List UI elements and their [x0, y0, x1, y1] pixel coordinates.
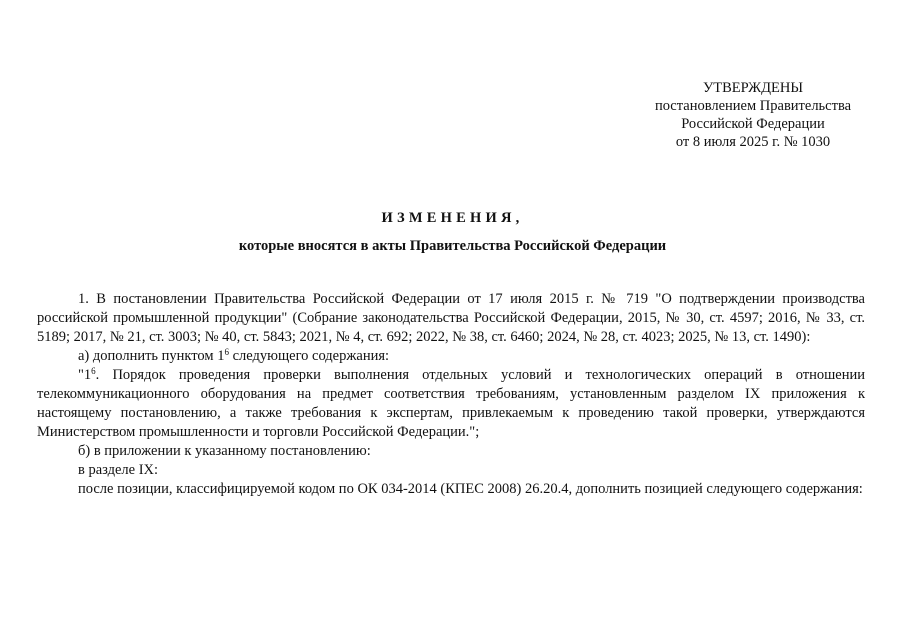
paragraph-6: после позиции, классифицируемой кодом по ОК 034-2014 (КПЕС 2008) 26.20.4, дополнить позицией следующего содержания:: [78, 481, 863, 497]
paragraph-3: [37, 366, 865, 442]
paragraph-2: [37, 347, 865, 366]
document-subtitle: которые вносятся в акты Правительства Российской Федерации: [238, 238, 667, 254]
paragraph-2-text-start: а) дополнить пунктом 1: [78, 348, 225, 364]
paragraph-1: 1. В постановлении Правительства Российской Федерации от 17 июля 2015 г. № 719 "О подтверждении производства российской промышленной продукции" (Собрание законодательства Российской Федерации, 2015, № 30, ст. 4597; 2016, № 33, ст. 5189; 2017, № 21, ст. 3003; № 40, ст. 5843; 2021, № 4, ст. 692; 2022, № 38, ст. 6460; 2024, № 28, ст. 4023; 2025, № 13, ст. 1490):: [37, 291, 865, 345]
approval-line-2: Российской Федерации: [681, 116, 825, 132]
approval-title: УТВЕРЖДЕНЫ: [702, 80, 804, 96]
paragraph-2-superscript: 6: [224, 347, 229, 357]
paragraph-5: в разделе IX:: [78, 462, 159, 478]
paragraph-2-text-end: следующего содержания:: [228, 348, 390, 364]
paragraph-3-text-start: "1: [78, 367, 92, 383]
paragraph-4: б) в приложении к указанному постановлению:: [78, 443, 371, 459]
paragraph-3-text-end: . Порядок проведения проверки выполнения отдельных условий и технологических операций в отношении телекоммуникационного оборудования на предмет соответствия требованиям, установленным разделом IX приложения к настоящему постановлению, а также требования к экспертам, привлекаемым к проведению такой проверки, утверждаются Министерством промышленности и торговли Российской Федерации.";: [37, 367, 865, 440]
document-title: ИЗМЕНЕНИЯ,: [381, 210, 524, 226]
approval-block: [645, 79, 861, 151]
paragraph-3-superscript: 6: [91, 366, 96, 376]
approval-line-1: постановлением Правительства: [654, 98, 852, 114]
approval-line-3: от 8 июля 2025 г. № 1030: [675, 134, 831, 150]
document-body: [37, 290, 865, 499]
